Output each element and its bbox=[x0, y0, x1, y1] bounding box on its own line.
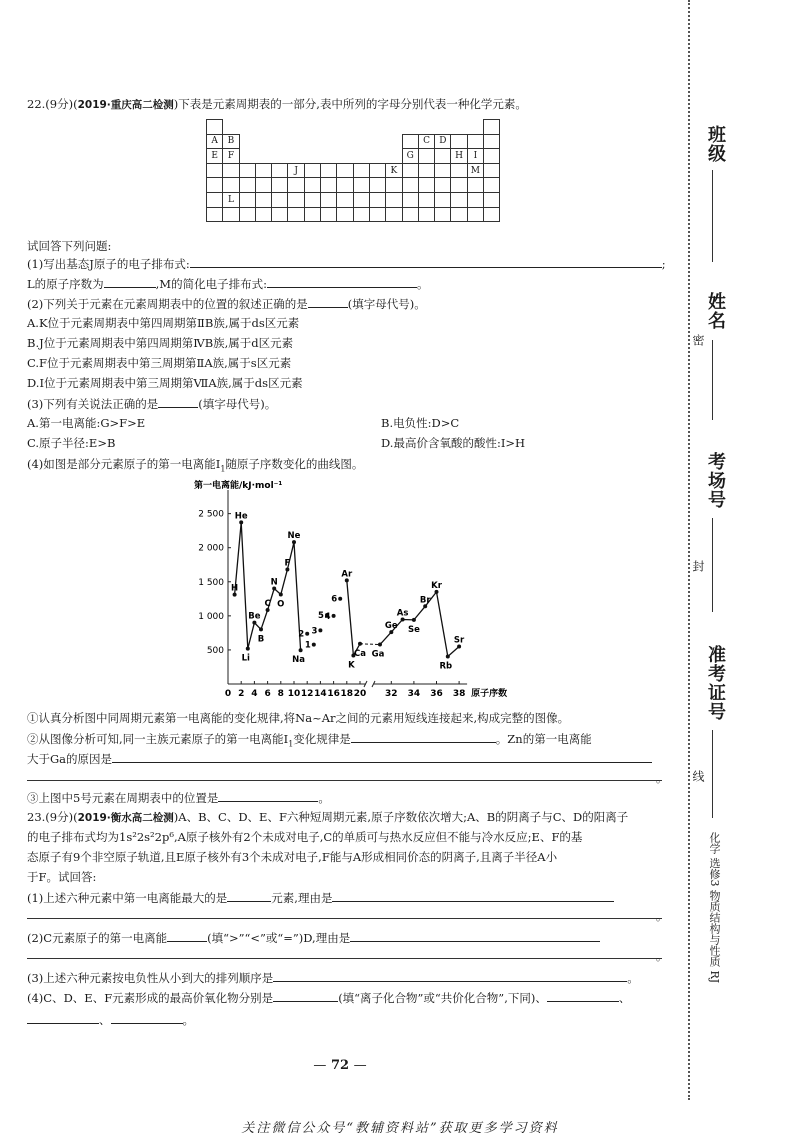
data-point-Ca bbox=[358, 642, 362, 646]
q22-p2-option-d: D.I位于元素周期表中第三周期第ⅦA族,属于ds区元素 bbox=[27, 376, 303, 390]
q22-part2: (2)下列关于元素在元素周期表中的位置的叙述正确的是 (填字母代号)。 bbox=[27, 297, 426, 311]
data-label-5: 5 bbox=[318, 611, 324, 622]
answer-blank[interactable] bbox=[351, 731, 496, 743]
side-mi: 密 bbox=[691, 334, 705, 346]
data-label-O: O bbox=[277, 599, 285, 610]
side-admission-label: 准考证号 bbox=[705, 645, 726, 721]
periodic-table-fragment bbox=[206, 119, 500, 222]
cut-line bbox=[688, 0, 690, 1100]
x-tick-label: 14 bbox=[314, 689, 327, 699]
cell-K: K bbox=[386, 163, 402, 178]
x-tick-label: 0 bbox=[224, 689, 232, 699]
data-label-Be: Be bbox=[248, 611, 261, 622]
q22-p2-option-b: B.J位于元素周期表中第四周期第ⅣB族,属于d区元素 bbox=[27, 336, 294, 350]
x-tick-label: 18 bbox=[340, 689, 354, 699]
answer-line[interactable] bbox=[27, 958, 662, 959]
data-label-6: 6 bbox=[331, 594, 338, 605]
data-label-Br: Br bbox=[419, 595, 431, 606]
answer-line[interactable] bbox=[27, 918, 662, 919]
data-point-Na bbox=[299, 648, 303, 652]
cell-B: B bbox=[223, 134, 239, 149]
q22-c2-cont: 大于Ga的原因是 bbox=[27, 751, 652, 766]
series-line-period-3-4 bbox=[347, 580, 360, 655]
data-label-1: 1 bbox=[304, 640, 311, 651]
q23-source: 2019·衡水高二检测 bbox=[77, 812, 174, 824]
x-tick-label: 34 bbox=[407, 689, 421, 699]
x-tick-label: 20 bbox=[353, 689, 367, 699]
side-class-label: 班级 bbox=[705, 125, 726, 163]
chart-title: 第一电离能/kJ·mol⁻¹ bbox=[194, 481, 283, 491]
dashed-connector bbox=[360, 644, 380, 645]
data-label-Rb: Rb bbox=[439, 661, 453, 672]
q22-c3: ③上图中5号元素在周期表中的位置是 。 bbox=[27, 791, 330, 805]
data-label-Ga: Ga bbox=[371, 649, 385, 660]
q23-part3: (3)上述六种元素按电负性从小到大的排列顺序是 。 bbox=[27, 971, 639, 985]
answer-blank[interactable] bbox=[111, 1012, 183, 1024]
q22-header: 22.(9分)(2019·重庆高二检测)下表是元素周期表的一部分,表中所列的字母分别代表一种化学元素。 bbox=[27, 97, 527, 111]
data-label-Ca: Ca bbox=[354, 648, 366, 659]
axis-break bbox=[364, 681, 375, 687]
data-label-F: F bbox=[284, 558, 291, 569]
data-label-C: C bbox=[264, 598, 271, 609]
answer-blank[interactable] bbox=[350, 930, 600, 942]
x-tick-label: 6 bbox=[264, 689, 271, 699]
q23-header: 23.(9分)(2019·衡水高二检测)A、B、C、D、E、F六种短周期元素,原子序数依次增大;A、B的阴离子与C、D的阳离子 bbox=[27, 810, 629, 824]
cell-M: M bbox=[467, 163, 483, 178]
data-label-H: H bbox=[231, 583, 239, 594]
y-tick-label: 1 000 bbox=[198, 611, 224, 622]
x-tick-label: 8 bbox=[277, 689, 284, 699]
cell-D: D bbox=[435, 134, 451, 149]
q22-p3-option-d: D.最高价含氧酸的酸性:I>H bbox=[381, 436, 526, 450]
data-label-4: 4 bbox=[324, 611, 331, 622]
q23-part1: (1)上述六种元素中第一电离能最大的是 元素,理由是 bbox=[27, 890, 614, 905]
answer-blank[interactable] bbox=[227, 890, 271, 902]
q22-p3-option-b: B.电负性:D>C bbox=[381, 416, 460, 430]
answer-blank[interactable] bbox=[273, 970, 627, 982]
q22-p2-option-c: C.F位于元素周期表中第三周期第ⅡA族,属于s区元素 bbox=[27, 356, 292, 370]
data-point-unlabeled-1 bbox=[312, 643, 316, 647]
cell-F: F bbox=[223, 149, 239, 164]
y-tick-label: 2 500 bbox=[198, 509, 224, 520]
answer-blank[interactable] bbox=[273, 990, 338, 1002]
data-point-unlabeled-2 bbox=[305, 632, 309, 636]
chart-lines bbox=[235, 522, 460, 656]
answer-blank[interactable] bbox=[267, 276, 417, 288]
answer-blank[interactable] bbox=[332, 890, 614, 902]
answer-line[interactable] bbox=[27, 780, 662, 781]
cell-E: E bbox=[207, 149, 223, 164]
x-tick-label: 38 bbox=[452, 689, 466, 699]
cell-H: H bbox=[451, 149, 467, 164]
q22-intro: 试回答下列问题: bbox=[27, 239, 112, 253]
q23-part4-cont: 、 。 bbox=[27, 1012, 194, 1027]
data-label-K: K bbox=[348, 660, 355, 671]
answer-blank[interactable] bbox=[190, 256, 662, 268]
data-label-As: As bbox=[396, 608, 409, 619]
data-label-3: 3 bbox=[311, 626, 318, 637]
q22-p2-option-a: A.K位于元素周期表中第四周期第ⅡB族,属于ds区元素 bbox=[27, 316, 300, 330]
q22-part1b: L的原子序数为 ,M的简化电子排布式: 。 bbox=[27, 277, 429, 291]
q23-part2: (2)C元素原子的第一电离能 (填“>”“<”或“=”)D,理由是 bbox=[27, 930, 600, 945]
data-label-N: N bbox=[270, 577, 278, 588]
q22-source: 2019·重庆高二检测 bbox=[77, 99, 174, 111]
q22-part1: (1)写出基态J原子的电子排布式: ; bbox=[27, 257, 666, 271]
data-label-Li: Li bbox=[241, 653, 250, 664]
x-tick-label: 2 bbox=[238, 689, 245, 699]
answer-blank[interactable] bbox=[167, 930, 207, 942]
answer-blank[interactable] bbox=[308, 296, 348, 308]
q23-part4: (4)C、D、E、F元素形成的最高价氧化物分别是 (填“离子化合物”或“共价化合物”,下同)、 、 bbox=[27, 991, 631, 1005]
data-label-Ar: Ar bbox=[341, 569, 353, 580]
cell-L: L bbox=[223, 192, 239, 207]
q22-c2: ②从图像分析可知,同一主族元素原子的第一电离能$I_1$变化规律是 。Zn的第一电离能 bbox=[27, 732, 592, 749]
q23-l3: 态原子有9个非空原子轨道,且E原子核外有3个未成对电子,F能与A形成相同价态的阴离子,且离子半径A小 bbox=[27, 850, 558, 864]
side-book-title: 化学 选修3 物质结构与性质 RJ bbox=[708, 832, 721, 984]
answer-blank[interactable] bbox=[27, 1012, 99, 1024]
q22-p3-option-c: C.原子半径:E>B bbox=[27, 436, 116, 450]
data-point-Rb bbox=[446, 655, 450, 659]
cell-J: J bbox=[288, 163, 304, 178]
data-label-Se: Se bbox=[407, 624, 420, 635]
x-axis-label: 原子序数 bbox=[471, 689, 508, 699]
data-point-unlabeled-6 bbox=[338, 597, 342, 601]
data-label-Ge: Ge bbox=[384, 621, 398, 632]
answer-blank[interactable] bbox=[218, 790, 318, 802]
x-tick-label: 12 bbox=[300, 689, 314, 699]
answer-blank[interactable] bbox=[112, 751, 652, 763]
data-point-Se bbox=[412, 618, 416, 622]
footer-note: 关注微信公众号“教辅资料站”获取更多学习资料 bbox=[241, 1121, 559, 1136]
cell-G: G bbox=[402, 149, 418, 164]
q22-p3-option-a: A.第一电离能:G>F>E bbox=[27, 416, 146, 430]
q23-l4: 于F。试回答: bbox=[27, 870, 97, 884]
q22-part3: (3)下列有关说法正确的是 (填字母代号)。 bbox=[27, 397, 277, 411]
answer-blank[interactable] bbox=[158, 396, 198, 408]
data-point-B bbox=[259, 627, 263, 631]
series-line-period-1-2 bbox=[235, 522, 301, 650]
y-tick-label: 500 bbox=[206, 645, 224, 656]
x-tick-label: 32 bbox=[385, 689, 398, 699]
data-label-B: B bbox=[257, 634, 265, 645]
data-label-Ne: Ne bbox=[287, 531, 301, 542]
y-tick-label: 2 000 bbox=[198, 543, 224, 554]
data-point-unlabeled-3 bbox=[318, 628, 322, 632]
q22-c1: ①认真分析图中同周期元素第一电离能的变化规律,将Na~Ar之间的元素用短线连接起来,构成完整的图像。 bbox=[27, 711, 570, 725]
side-xian: 线 bbox=[691, 770, 705, 782]
x-tick-label: 16 bbox=[327, 689, 340, 699]
y-tick-label: 1 500 bbox=[198, 577, 224, 588]
x-tick-label: 4 bbox=[251, 689, 258, 699]
q22-part4: (4)如图是部分元素原子的第一电离能$I_1$随原子序数变化的曲线图。 bbox=[27, 457, 364, 474]
data-label-He: He bbox=[234, 511, 248, 522]
data-point-Ga bbox=[378, 643, 382, 647]
side-name-label: 姓名 bbox=[705, 292, 726, 330]
page-number: — 72 — bbox=[313, 1058, 367, 1073]
cell-I: I bbox=[467, 149, 483, 164]
side-feng: 封 bbox=[691, 560, 705, 572]
answer-blank[interactable] bbox=[547, 990, 619, 1002]
cell-A: A bbox=[207, 134, 223, 149]
data-label-Kr: Kr bbox=[431, 580, 442, 591]
data-label-2: 2 bbox=[298, 629, 305, 640]
q23-l2: 的电子排布式均为1s²2s²2p⁶,A原子核外有2个未成对电子,C的单质可与热水反应但不能与冷水反应;E、F的基 bbox=[27, 830, 583, 844]
data-label-Na: Na bbox=[292, 655, 306, 666]
x-tick-label: 10 bbox=[287, 689, 301, 699]
x-tick-label: 36 bbox=[430, 689, 443, 699]
answer-blank[interactable] bbox=[104, 276, 156, 288]
data-point-unlabeled-4 bbox=[332, 614, 336, 618]
data-point-Li bbox=[246, 647, 250, 651]
cell-C: C bbox=[418, 134, 434, 149]
data-point-O bbox=[279, 592, 283, 596]
side-exam-room-label: 考场号 bbox=[705, 452, 726, 509]
ionization-energy-chart bbox=[190, 478, 510, 700]
data-label-Sr: Sr bbox=[453, 635, 465, 646]
